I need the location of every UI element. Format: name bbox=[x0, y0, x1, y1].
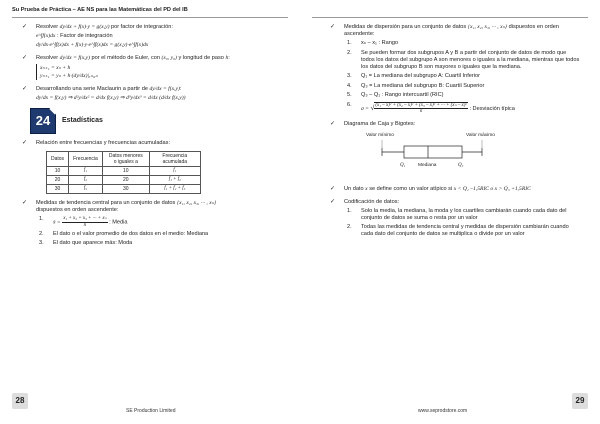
q3-label: Q₃ bbox=[458, 162, 464, 168]
frequency-block bbox=[22, 140, 284, 194]
min-label: Valor mínimo bbox=[366, 132, 394, 138]
table-row: 30 f₃ 30 f₁ + f₂ + f₃ bbox=[47, 185, 201, 194]
table-header: Datos bbox=[47, 152, 69, 167]
maclaurin-eq: dy/dx = f(x,y) bbox=[149, 86, 180, 92]
central-text: Medidas de tendencia central para un conjunto de datos bbox=[36, 200, 176, 206]
list-item: 3. Q₁ = La mediana del subgrupo A: Cuartil Inferior bbox=[347, 73, 480, 79]
check-icon: ✓ bbox=[22, 140, 28, 146]
euler-method: por el método de Euler, con bbox=[91, 55, 160, 61]
if-chain-equation: dy/dx·e^∫f(x)dx + f(x)·y·e^∫f(x)dx = g(x,y)·e^∫f(x)dx bbox=[36, 42, 149, 48]
header-rule-left bbox=[12, 17, 288, 18]
list-item: 6. σ = √ $\frac{\text{(x₁ – x̄)² + (x₂ – x̄)² + (x₃ – x̄)² + ··· + (xₙ – x̄)²}}{n}$ : Desviación típica bbox=[347, 101, 515, 114]
list-item: 4. Q₃ = La mediana del subgrupo B: Cuartil Superior bbox=[347, 82, 485, 89]
mean-fraction: $\frac{\text{x₁ + x₂ + x₃ + ··· + xₙ}}{n}$ bbox=[63, 216, 107, 228]
outlier-block bbox=[330, 186, 580, 193]
max-label: Valor máximo bbox=[466, 132, 495, 138]
frequency-text: Relación entre frecuencias y frecuencias acumuladas: bbox=[36, 140, 171, 146]
euler-step-text: y longitud de paso bbox=[178, 55, 224, 61]
section-name: Estadísticas bbox=[62, 117, 103, 124]
central-tendency-block bbox=[22, 200, 284, 247]
if-method: por factor de integración: bbox=[111, 24, 173, 30]
table-row: 20 f₂ 20 f₁ + f₂ bbox=[47, 176, 201, 185]
dispersion-block bbox=[330, 24, 580, 115]
list-item: 2. Todas las medidas de tendencia central y medidas de dispersión cambiarán cuando cada dato del conjunto de datos se multiplica o divide por un valor bbox=[347, 224, 569, 237]
euler-block: ✓ Resolver dy/dx = f(x,y) por el método de Euler, con (x₀, y₀) y longitud de paso h: xₙ₊₁ = xₙ + h yₙ₊₁ = yₙ + h·(dy/dx)|ₓₙ,ᵧₙ bbox=[22, 55, 284, 80]
section-title bbox=[22, 108, 284, 134]
footer-right: www.seprodstore.com bbox=[418, 408, 468, 414]
sd-label: : Desviación típica bbox=[469, 105, 515, 112]
check-icon: ✓ bbox=[330, 24, 336, 30]
check-icon: ✓ bbox=[330, 120, 336, 127]
check-icon: ✓ bbox=[330, 185, 336, 192]
outlier-condition: x < Q₁ –1,5RIC o x > Q₃ +1,5RIC bbox=[453, 185, 531, 192]
q1-label: Q₁ bbox=[400, 162, 406, 168]
list-item: 1. xₙ – x₁ : Rango bbox=[347, 40, 399, 46]
right-column bbox=[330, 24, 580, 244]
boxplot-title: Diagrama de Caja y Bigotes: bbox=[344, 120, 416, 127]
list-item: 2. El dato o el valor promedio de dos datos en el medio: Mediana bbox=[39, 230, 209, 237]
page-number-left: 28 bbox=[12, 393, 28, 409]
page-number-right: 29 bbox=[572, 393, 588, 409]
dispersion-set: {x₁, x₂, x₃, ··· , xₙ} bbox=[467, 24, 508, 30]
table-row: 10 f₁ 10 f₁ bbox=[47, 167, 201, 176]
check-icon: ✓ bbox=[22, 86, 28, 92]
coding-text: Codificación de datos: bbox=[344, 198, 400, 205]
dispersion-text2: dispuestos en orden ascendente: bbox=[344, 24, 559, 37]
table-header: Datos menores o iguales a bbox=[102, 152, 149, 167]
if-intro: Resolver bbox=[36, 24, 59, 30]
footer-left: SE Production Limited bbox=[126, 408, 176, 414]
frequency-table bbox=[46, 151, 201, 194]
list-item: 2. Se pueden formar dos subgrupos A y B a partir del conjunto de datos de modo que todos los datos del subgrupo A son menores o iguales a la mediana, mientras que todos los datos del subgrupo B son mayores o iguales que la mediana. bbox=[347, 49, 580, 70]
list-item: 3. El dato que aparece más: Moda bbox=[39, 240, 133, 246]
box-whisker-diagram bbox=[362, 132, 502, 180]
euler-h: h bbox=[225, 55, 229, 61]
left-column bbox=[22, 24, 284, 253]
list-item: 1. x̄ = $\frac{\text{x₁ + x₂ + x₃ + ··· + xₙ}}{n}$ : Media bbox=[39, 216, 128, 228]
check-icon: ✓ bbox=[22, 200, 28, 206]
list-item: 1. Solo la media, la mediana, la moda y los cuartiles cambiarán cuando cada dato del conjunto de datos se suma o resta por un valor bbox=[347, 207, 567, 221]
outlier-text: Un dato bbox=[344, 185, 364, 192]
table-header: Frecuencia bbox=[69, 152, 103, 167]
central-text2: dispuestos en orden ascendente: bbox=[36, 207, 119, 213]
table-header: Frecuencia acumulada bbox=[149, 152, 200, 167]
page-header-title: Su Prueba de Práctica – AE NS para las Matemáticas del PD del IB bbox=[12, 7, 188, 13]
coding-block bbox=[330, 199, 580, 239]
euler-equation: dy/dx = f(x,y) bbox=[59, 55, 90, 61]
integrating-factor-block bbox=[22, 24, 284, 49]
central-set: {x₁, x₂, x₃, ··· , xₙ} bbox=[176, 200, 217, 206]
euler-line-x: xₙ₊₁ = xₙ + h bbox=[40, 65, 71, 71]
sd-fraction: $\frac{\text{(x₁ – x̄)² + (x₂ – x̄)² + (x₃ – x̄)² + ··· + (xₙ – x̄)²}}{n}$ bbox=[375, 102, 467, 114]
euler-initial: (x₀, y₀) bbox=[161, 55, 177, 61]
header-rule-right bbox=[312, 17, 588, 18]
mean-symbol: x̄ = bbox=[53, 219, 61, 226]
boxplot-block bbox=[330, 121, 580, 180]
maclaurin-text: Desarrollando una serie Maclaurin a partir de bbox=[36, 86, 148, 92]
if-equation: dy/dx + f(x)·y = g(x,y) bbox=[59, 24, 110, 30]
median-label: Mediana bbox=[418, 162, 437, 168]
mean-label: : Media bbox=[109, 219, 128, 226]
boxplot-svg bbox=[362, 132, 502, 180]
list-item: 5. Q₃ – Q₁ : Rango intercuartil (RIC) bbox=[347, 92, 444, 98]
euler-intro: Resolver bbox=[36, 55, 59, 61]
outlier-x: x bbox=[365, 185, 368, 192]
maclaurin-block: ✓ Desarrollando una serie Maclaurin a partir de dy/dx = f(x,y): dy/dx = f(x,y) ⇒ d²y/dx² = d/dx f(x,y) ⇒ d³y/dx³ = d/dx (d/dx f(x,y)) bbox=[22, 86, 284, 102]
dispersion-text: Medidas de dispersión para un conjunto de datos bbox=[344, 24, 467, 30]
section-number-badge: 24 bbox=[30, 108, 56, 134]
box bbox=[404, 146, 462, 158]
if-factor-expr: e^∫f(x)dx bbox=[36, 33, 56, 39]
maclaurin-chain: dy/dx = f(x,y) ⇒ d²y/dx² = d/dx f(x,y) ⇒ d³y/dx³ = d/dx (d/dx f(x,y)) bbox=[36, 95, 186, 101]
outlier-text2: se define como un valor atípico si bbox=[369, 185, 453, 192]
euler-line-y: yₙ₊₁ = yₙ + h·(dy/dx)|ₓₙ,ᵧₙ bbox=[40, 73, 98, 79]
check-icon: ✓ bbox=[330, 198, 336, 205]
sd-symbol: σ = bbox=[361, 105, 369, 112]
check-icon: ✓ bbox=[22, 55, 28, 61]
check-icon: ✓ bbox=[22, 24, 28, 30]
if-factor-label: : Factor de integración bbox=[56, 33, 113, 39]
